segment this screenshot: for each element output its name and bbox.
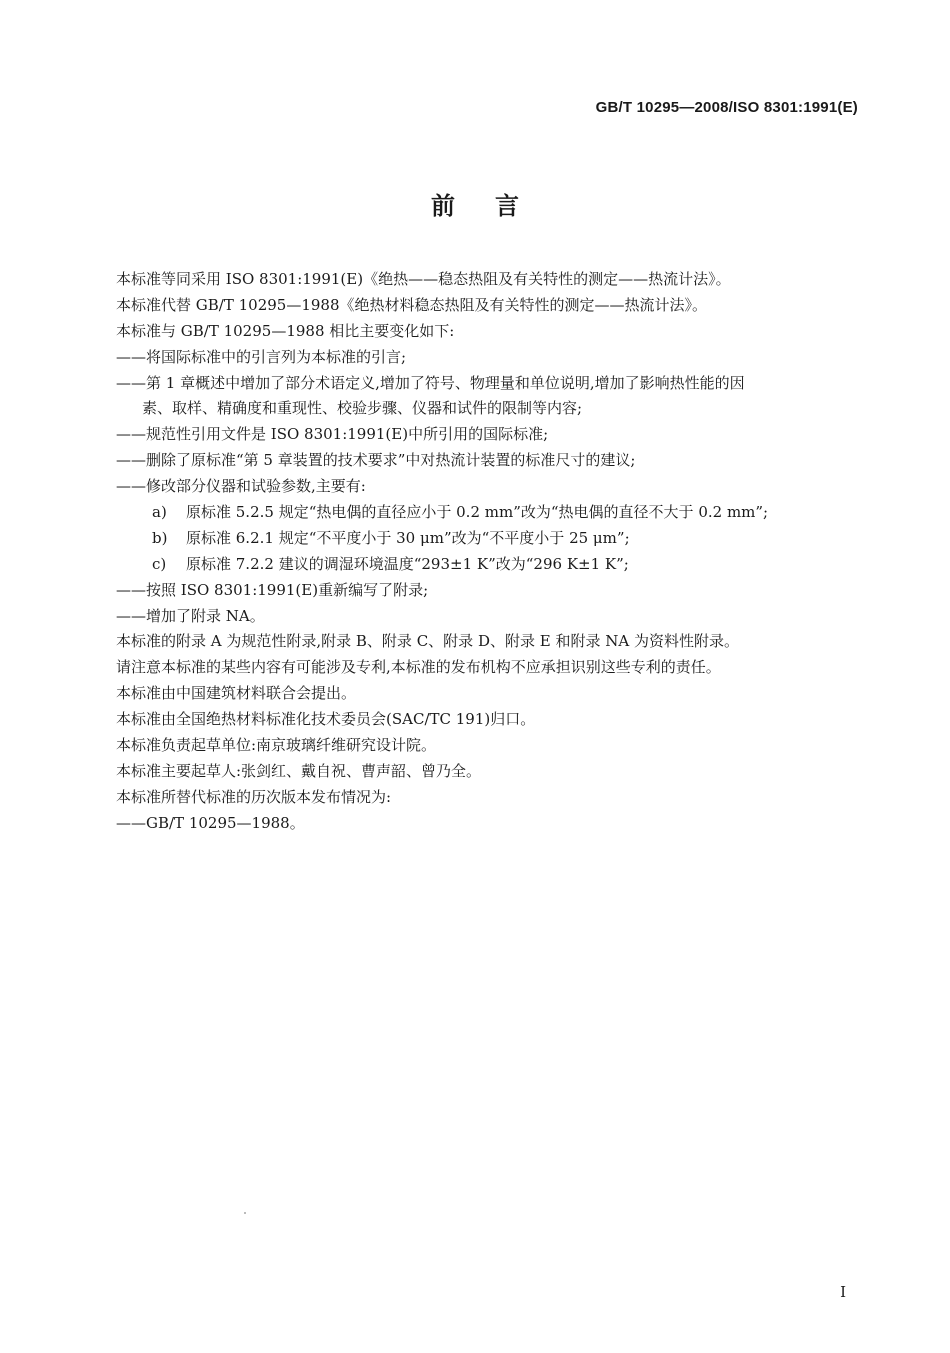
paragraph-drafting-unit: 本标准负责起草单位:南京玻璃纤维研究设计院。 (116, 736, 437, 755)
paragraph-history-intro: 本标准所替代标准的历次版本发布情况为: (116, 787, 392, 806)
paragraph-adoption: 本标准等同采用 ISO 8301:1991(E)《绝热——稳态热阻及有关特性的测定——热流计法》。 (116, 270, 731, 288)
paragraph-annexes: 本标准的附录 A 为规范性附录,附录 B、附录 C、附录 D、附录 E 和附录 NA 为资料性附录。 (116, 632, 739, 651)
change-item: ——第 1 章概述中增加了部分术语定义,增加了符号、物理量和单位说明,增加了影响热性能的因 (116, 373, 745, 392)
change-item: ——按照 ISO 8301:1991(E)重新编写了附录; (116, 580, 429, 599)
sub-item (116, 526, 876, 552)
paragraph-proposer: 本标准由中国建筑材料联合会提出。 (116, 684, 357, 703)
sub-item (116, 500, 876, 526)
history-item: ——GB/T 10295—1988。 (116, 813, 305, 832)
sub-item-text: 原标准 6.2.1 规定“不平度小于 30 μm”改为“不平度小于 25 μm”; (186, 528, 630, 547)
scan-speck (244, 1212, 246, 1214)
sub-item (116, 552, 876, 578)
sub-item-marker: b) (152, 528, 168, 547)
paragraph-drafters: 本标准主要起草人:张剑红、戴自祝、曹声韶、曾乃全。 (116, 761, 482, 780)
change-item: ——规范性引用文件是 ISO 8301:1991(E)中所引用的国际标准; (116, 425, 549, 444)
sub-item-text: 原标准 5.2.5 规定“热电偶的直径应小于 0.2 mm”改为“热电偶的直径不大于 0.2 mm”; (186, 503, 769, 522)
change-item: ——修改部分仪器和试验参数,主要有: (116, 477, 366, 496)
sub-item-marker: c) (152, 554, 167, 573)
sub-item-text: 原标准 7.2.2 建议的调湿环境温度“293±1 K”改为“296 K±1 K”; (186, 554, 629, 573)
page-number: I (840, 1283, 846, 1301)
standard-code-header: GB/T 10295—2008/ISO 8301:1991(E) (595, 99, 858, 116)
change-item: ——删除了原标准“第 5 章装置的技术要求”中对热流计装置的标准尺寸的建议; (116, 451, 636, 470)
change-item: ——增加了附录 NA。 (116, 606, 265, 625)
paragraph-patent-notice: 请注意本标准的某些内容有可能涉及专利,本标准的发布机构不应承担识别这些专利的责任。 (116, 658, 721, 677)
foreword-body (116, 267, 876, 837)
paragraph-changes-intro: 本标准与 GB/T 10295—1988 相比主要变化如下: (116, 321, 455, 340)
paragraph-replacement: 本标准代替 GB/T 10295—1988《绝热材料稳态热阻及有关特性的测定——热流计法》。 (116, 295, 707, 314)
change-item: ——将国际标准中的引言列为本标准的引言; (116, 347, 407, 366)
sub-item-marker: a) (152, 503, 167, 522)
change-item-continuation: 素、取样、精确度和重现性、校验步骤、仪器和试件的限制等内容; (142, 399, 583, 418)
page-title: 前言 (431, 192, 559, 220)
paragraph-committee: 本标准由全国绝热材料标准化技术委员会(SAC/TC 191)归口。 (116, 710, 536, 729)
